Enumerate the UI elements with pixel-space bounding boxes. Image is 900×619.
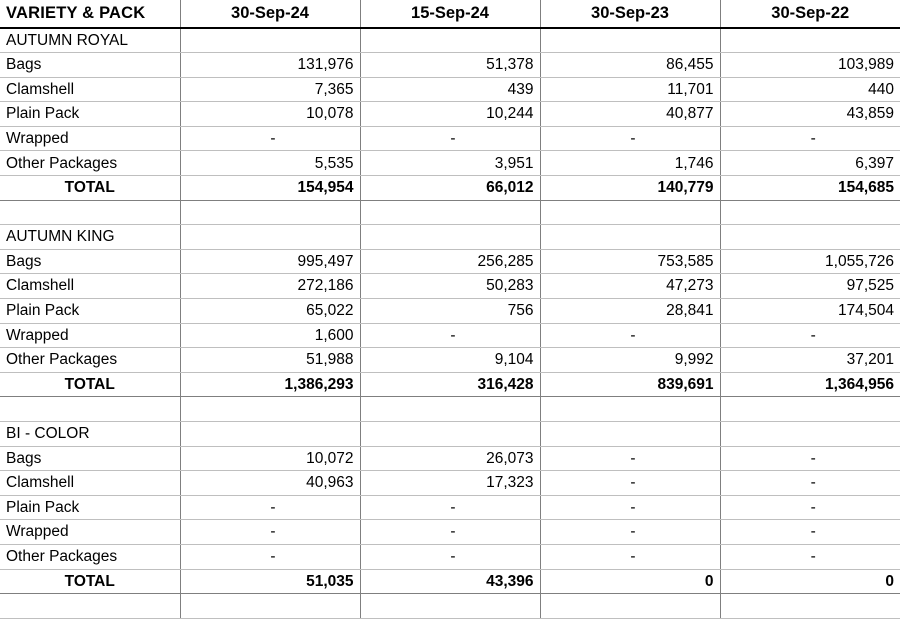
total-value: 51,035 [180,569,360,594]
cell-value: 995,497 [180,249,360,274]
blank-cell [720,225,900,250]
total-label: TOTAL [0,372,180,397]
cell-value: 756 [360,299,540,324]
cell-value: - [540,126,720,151]
spacer-row [0,200,900,225]
cell-value: 1,600 [180,323,360,348]
cell-value: - [180,126,360,151]
column-header-period-1: 30-Sep-24 [180,0,360,28]
total-value: 154,954 [180,176,360,201]
cell-value: - [540,495,720,520]
cell-value: 10,244 [360,102,540,127]
total-row [0,569,900,594]
row-label-bags: Bags [0,53,180,78]
group-heading-row [0,225,900,250]
table-row [0,446,900,471]
cell-value: - [540,471,720,496]
blank-cell [540,594,720,619]
blank-cell [720,200,900,225]
blank-cell [180,225,360,250]
cell-value: - [360,495,540,520]
group-heading-row [0,422,900,447]
cell-value: - [720,126,900,151]
cell-value: 6,397 [720,151,900,176]
cell-value: 10,072 [180,446,360,471]
row-label-wrapped: Wrapped [0,323,180,348]
cell-value: - [720,520,900,545]
cell-value: 51,988 [180,348,360,373]
cell-value: 174,504 [720,299,900,324]
row-label-plain-pack: Plain Pack [0,495,180,520]
cell-value: 26,073 [360,446,540,471]
blank-cell [540,28,720,53]
cell-value: - [360,126,540,151]
cell-value: 9,104 [360,348,540,373]
row-label-other-packages: Other Packages [0,544,180,569]
cell-value: 86,455 [540,53,720,78]
total-value: 839,691 [540,372,720,397]
blank-cell [180,28,360,53]
spacer-row [0,594,900,619]
group-name-autumn-royal: AUTUMN ROYAL [0,28,180,53]
row-label-bags: Bags [0,446,180,471]
blank-cell [180,422,360,447]
total-value: 66,012 [360,176,540,201]
cell-value: - [540,446,720,471]
blank-cell [0,200,180,225]
cell-value: 47,273 [540,274,720,299]
cell-value: 50,283 [360,274,540,299]
table-row [0,299,900,324]
total-label: TOTAL [0,176,180,201]
cell-value: - [540,544,720,569]
cell-value: 753,585 [540,249,720,274]
blank-cell [540,200,720,225]
cell-value: - [180,544,360,569]
row-label-other-packages: Other Packages [0,348,180,373]
group-name-autumn-king: AUTUMN KING [0,225,180,250]
blank-cell [180,200,360,225]
cell-value: - [720,495,900,520]
cell-value: - [720,544,900,569]
spacer-row [0,397,900,422]
table-row [0,544,900,569]
cell-value: - [540,520,720,545]
group-name-bi-color: BI - COLOR [0,422,180,447]
cell-value: - [720,471,900,496]
row-label-bags: Bags [0,249,180,274]
cell-value: 17,323 [360,471,540,496]
cell-value: 256,285 [360,249,540,274]
cell-value: - [540,323,720,348]
blank-cell [0,594,180,619]
blank-cell [360,594,540,619]
table-row [0,77,900,102]
cell-value: 440 [720,77,900,102]
cell-value: 439 [360,77,540,102]
total-value: 140,779 [540,176,720,201]
cell-value: - [180,520,360,545]
blank-cell [540,225,720,250]
column-header-period-4: 30-Sep-22 [720,0,900,28]
total-label: TOTAL [0,569,180,594]
total-value: 316,428 [360,372,540,397]
table-row [0,323,900,348]
blank-cell [180,397,360,422]
cell-value: - [180,495,360,520]
total-value: 0 [720,569,900,594]
cell-value: 1,746 [540,151,720,176]
cell-value: 40,877 [540,102,720,127]
cell-value: 40,963 [180,471,360,496]
cell-value: 9,992 [540,348,720,373]
table-header-row [0,0,900,28]
cell-value: 10,078 [180,102,360,127]
blank-cell [180,594,360,619]
cell-value: - [720,323,900,348]
cell-value: 3,951 [360,151,540,176]
total-value: 154,685 [720,176,900,201]
cell-value: 65,022 [180,299,360,324]
row-label-clamshell: Clamshell [0,274,180,299]
table-row [0,126,900,151]
cell-value: - [360,544,540,569]
table-row [0,520,900,545]
cell-value: 1,055,726 [720,249,900,274]
cell-value: - [720,446,900,471]
cell-value: 5,535 [180,151,360,176]
row-label-clamshell: Clamshell [0,77,180,102]
blank-cell [360,28,540,53]
table-row [0,249,900,274]
blank-cell [540,422,720,447]
blank-cell [360,422,540,447]
blank-cell [360,200,540,225]
cell-value: 11,701 [540,77,720,102]
blank-cell [360,225,540,250]
blank-cell [720,397,900,422]
table-row [0,102,900,127]
blank-cell [720,28,900,53]
group-heading-row [0,28,900,53]
cell-value: - [360,323,540,348]
table-row [0,274,900,299]
table-row [0,348,900,373]
cell-value: 97,525 [720,274,900,299]
total-value: 1,364,956 [720,372,900,397]
cell-value: 28,841 [540,299,720,324]
cell-value: 272,186 [180,274,360,299]
row-label-plain-pack: Plain Pack [0,102,180,127]
row-label-other-packages: Other Packages [0,151,180,176]
column-header-variety-pack: VARIETY & PACK [0,0,180,28]
total-value: 43,396 [360,569,540,594]
column-header-period-3: 30-Sep-23 [540,0,720,28]
row-label-wrapped: Wrapped [0,520,180,545]
table-row [0,471,900,496]
blank-cell [720,422,900,447]
table-row [0,53,900,78]
cell-value: 43,859 [720,102,900,127]
total-row [0,176,900,201]
blank-cell [360,397,540,422]
row-label-plain-pack: Plain Pack [0,299,180,324]
row-label-wrapped: Wrapped [0,126,180,151]
cell-value: 51,378 [360,53,540,78]
cell-value: 131,976 [180,53,360,78]
blank-cell [720,594,900,619]
cell-value: 37,201 [720,348,900,373]
total-row [0,372,900,397]
blank-cell [540,397,720,422]
cell-value: - [360,520,540,545]
total-value: 1,386,293 [180,372,360,397]
row-label-clamshell: Clamshell [0,471,180,496]
column-header-period-2: 15-Sep-24 [360,0,540,28]
blank-cell [0,397,180,422]
total-value: 0 [540,569,720,594]
cell-value: 7,365 [180,77,360,102]
table-row [0,151,900,176]
table-row [0,495,900,520]
cell-value: 103,989 [720,53,900,78]
